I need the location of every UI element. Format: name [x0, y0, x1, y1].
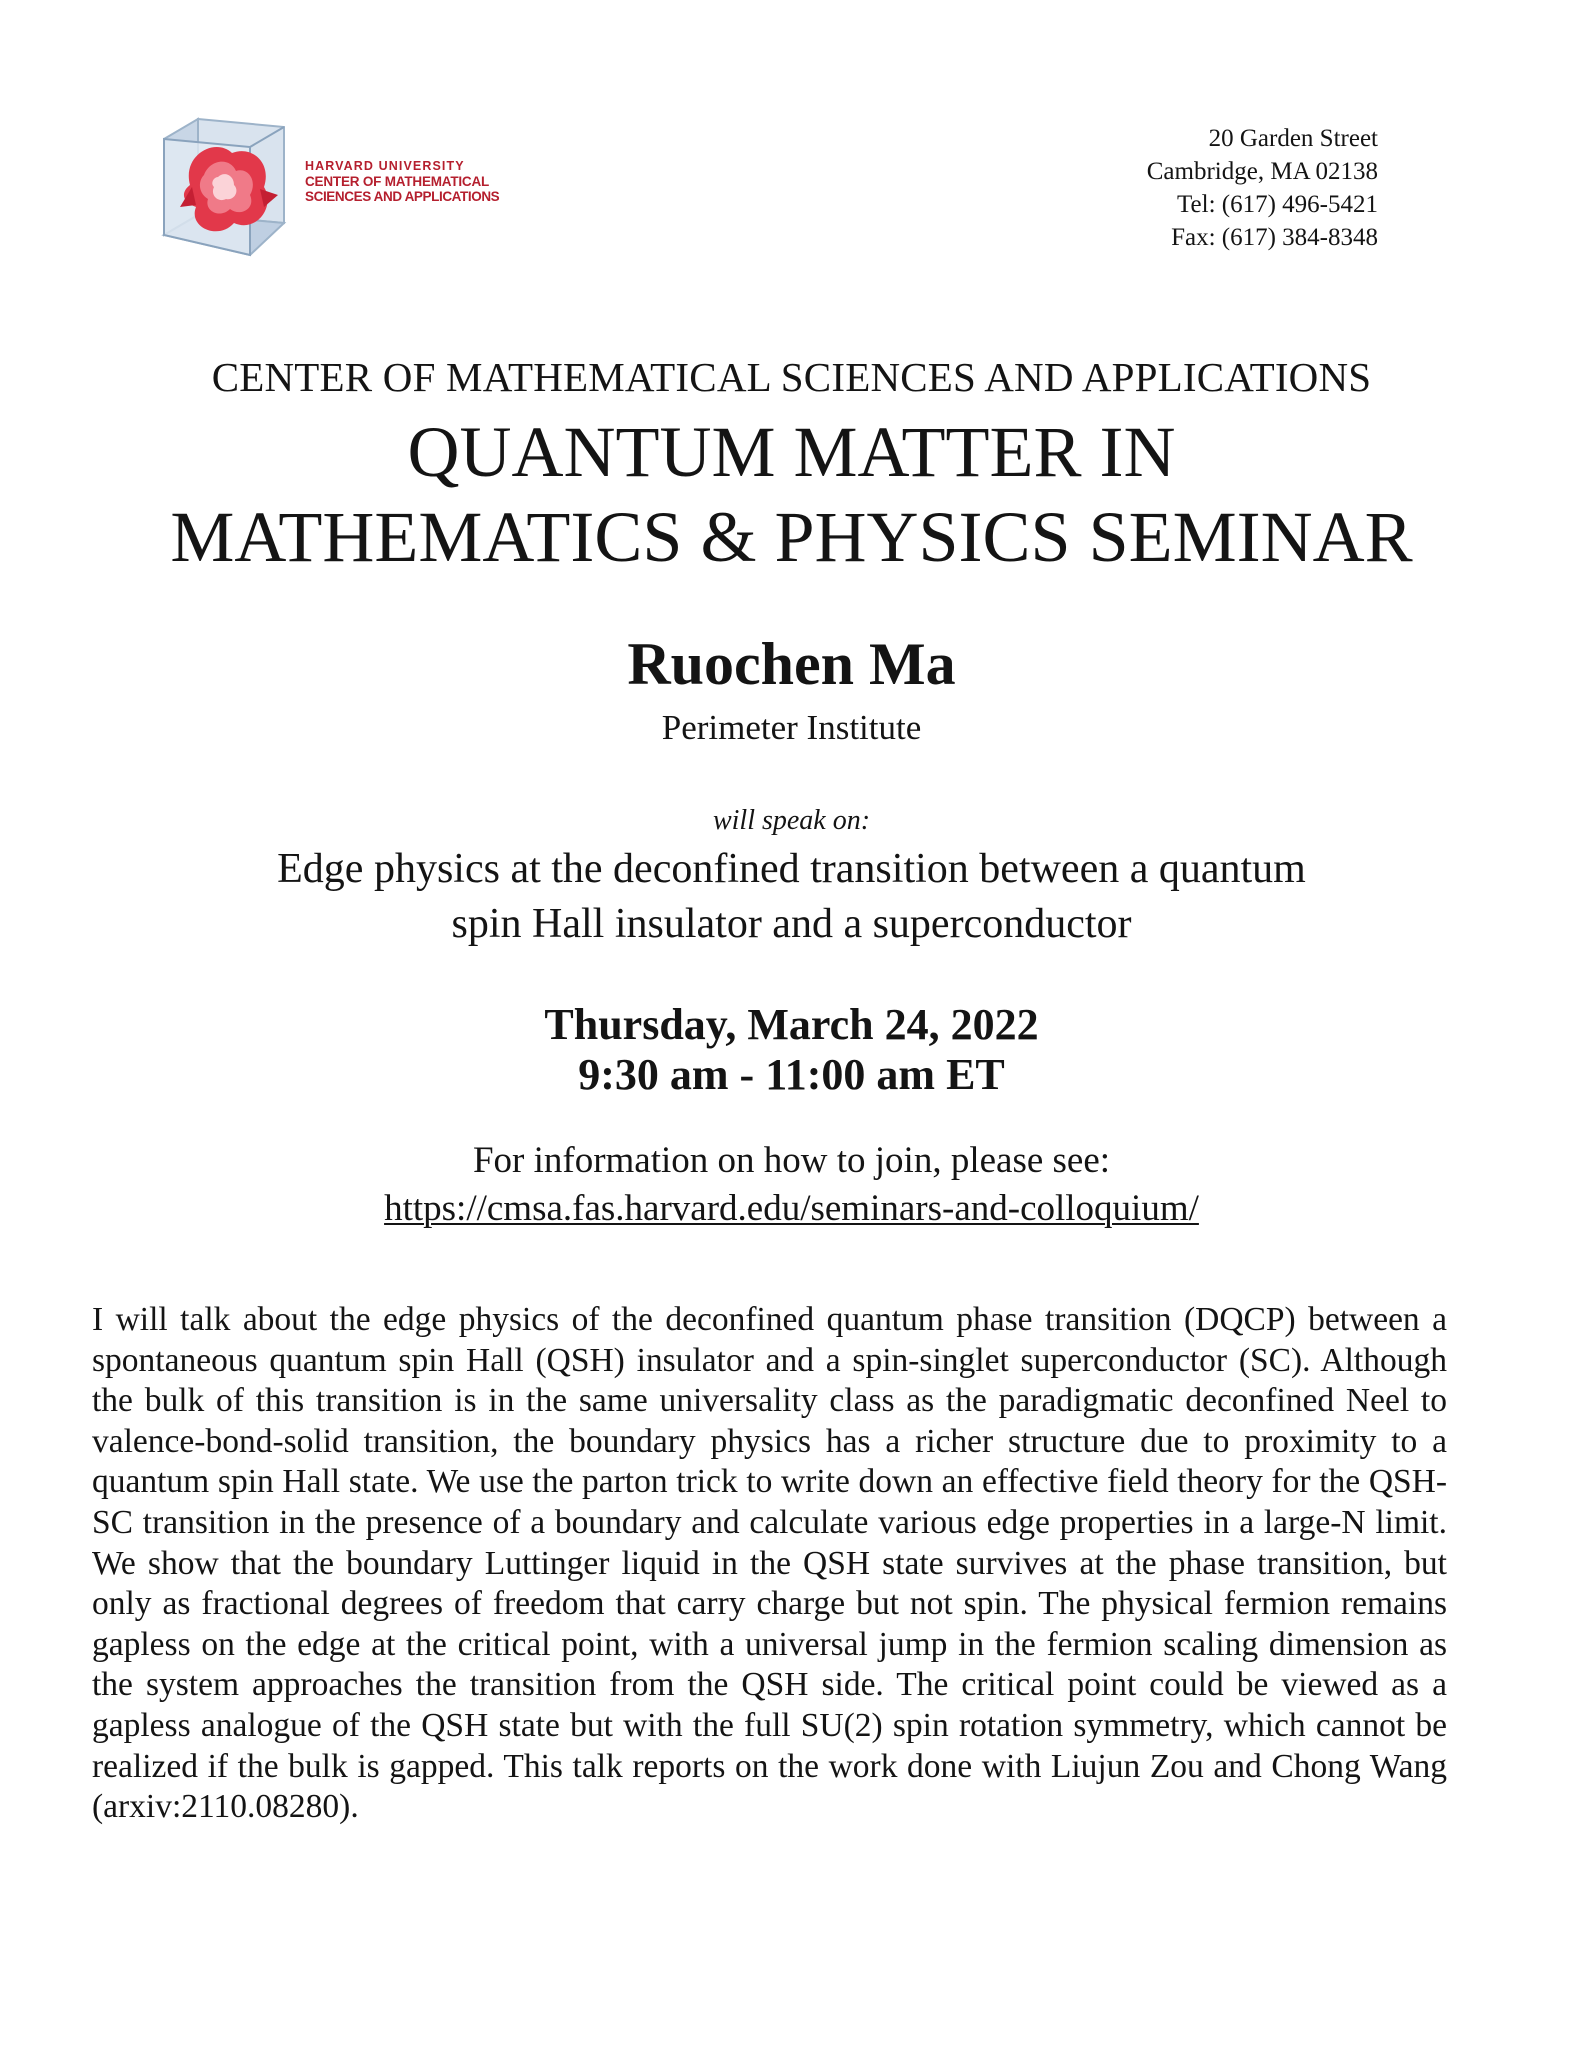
join-info-text: For information on how to join, please see:: [472, 1140, 1111, 1181]
cmsa-logo: [160, 115, 500, 265]
logo-wordmark: [305, 159, 499, 204]
talk-title-line-1: Edge physics at the deconfined transition between a quantum: [277, 846, 1306, 892]
will-speak-on-label: will speak on:: [712, 805, 871, 836]
seminar-title: [0, 410, 1583, 580]
address-city: Cambridge, MA 02138: [1146, 158, 1378, 185]
talk-title-line-2: spin Hall insulator and a superconductor: [451, 901, 1132, 947]
schedule: [0, 1000, 1583, 1100]
address-tel: Tel: (617) 496-5421: [1177, 191, 1378, 218]
red-crystal-in-cube-icon: [160, 115, 295, 260]
abstract-text: I will talk about the edge physics of the deconfined quantum phase transition (DQCP) between a spontaneous quantum spin Hall (QSH) insulator and a spin-singlet superconductor (SC). Although the bulk of this transition is in the same universality class as the paradigmatic deconfined Neel to valence-bond-solid transition, the boundary physics has a richer structure due to proximity to a quantum spin Hall state. We use the parton trick to write down an effective field theory for the QSH-SC transition in the presence of a boundary and calculate various edge properties in a large-N limit. We show that the boundary Luttinger liquid in the QSH state survives at the phase transition, but only as fractional degrees of freedom that carry charge but not spin. The physical fermion remains gapless on the edge at the critical point, with a universal jump in the fermion scaling dimension as the system approaches the transition from the QSH side. The critical point could be viewed as a gapless analogue of the QSH state but with the full SU(2) spin rotation symmetry, which cannot be realized if the bulk is gapped. This talk reports on the work done with Liujun Zou and Chong Wang (arxiv:2110.08280).: [92, 1301, 1447, 1826]
logo-line-center: CENTER OF MATHEMATICAL: [305, 174, 490, 189]
talk-title: [0, 842, 1583, 952]
speaker-affiliation: Perimeter Institute: [661, 708, 922, 747]
talk-time: 9:30 am - 11:00 am ET: [578, 1050, 1005, 1099]
seminar-title-line-1: QUANTUM MATTER IN: [407, 412, 1176, 492]
talk-date: Thursday, March 24, 2022: [544, 1000, 1039, 1049]
logo-line-sciences: SCIENCES AND APPLICATIONS: [305, 189, 500, 204]
address-street: 20 Garden Street: [1208, 125, 1378, 152]
speaker-name: Ruochen Ma: [627, 631, 956, 697]
join-info: [0, 1137, 1583, 1233]
address-block: [1147, 122, 1378, 254]
seminar-title-line-2: MATHEMATICS & PHYSICS SEMINAR: [170, 497, 1413, 577]
seminar-link[interactable]: https://cmsa.fas.harvard.edu/seminars-and-colloquium/: [384, 1188, 1199, 1229]
org-name: CENTER OF MATHEMATICAL SCIENCES AND APPLICATIONS: [211, 354, 1372, 400]
address-fax: Fax: (617) 384-8348: [1171, 224, 1378, 251]
logo-line-university: HARVARD UNIVERSITY: [305, 159, 465, 173]
